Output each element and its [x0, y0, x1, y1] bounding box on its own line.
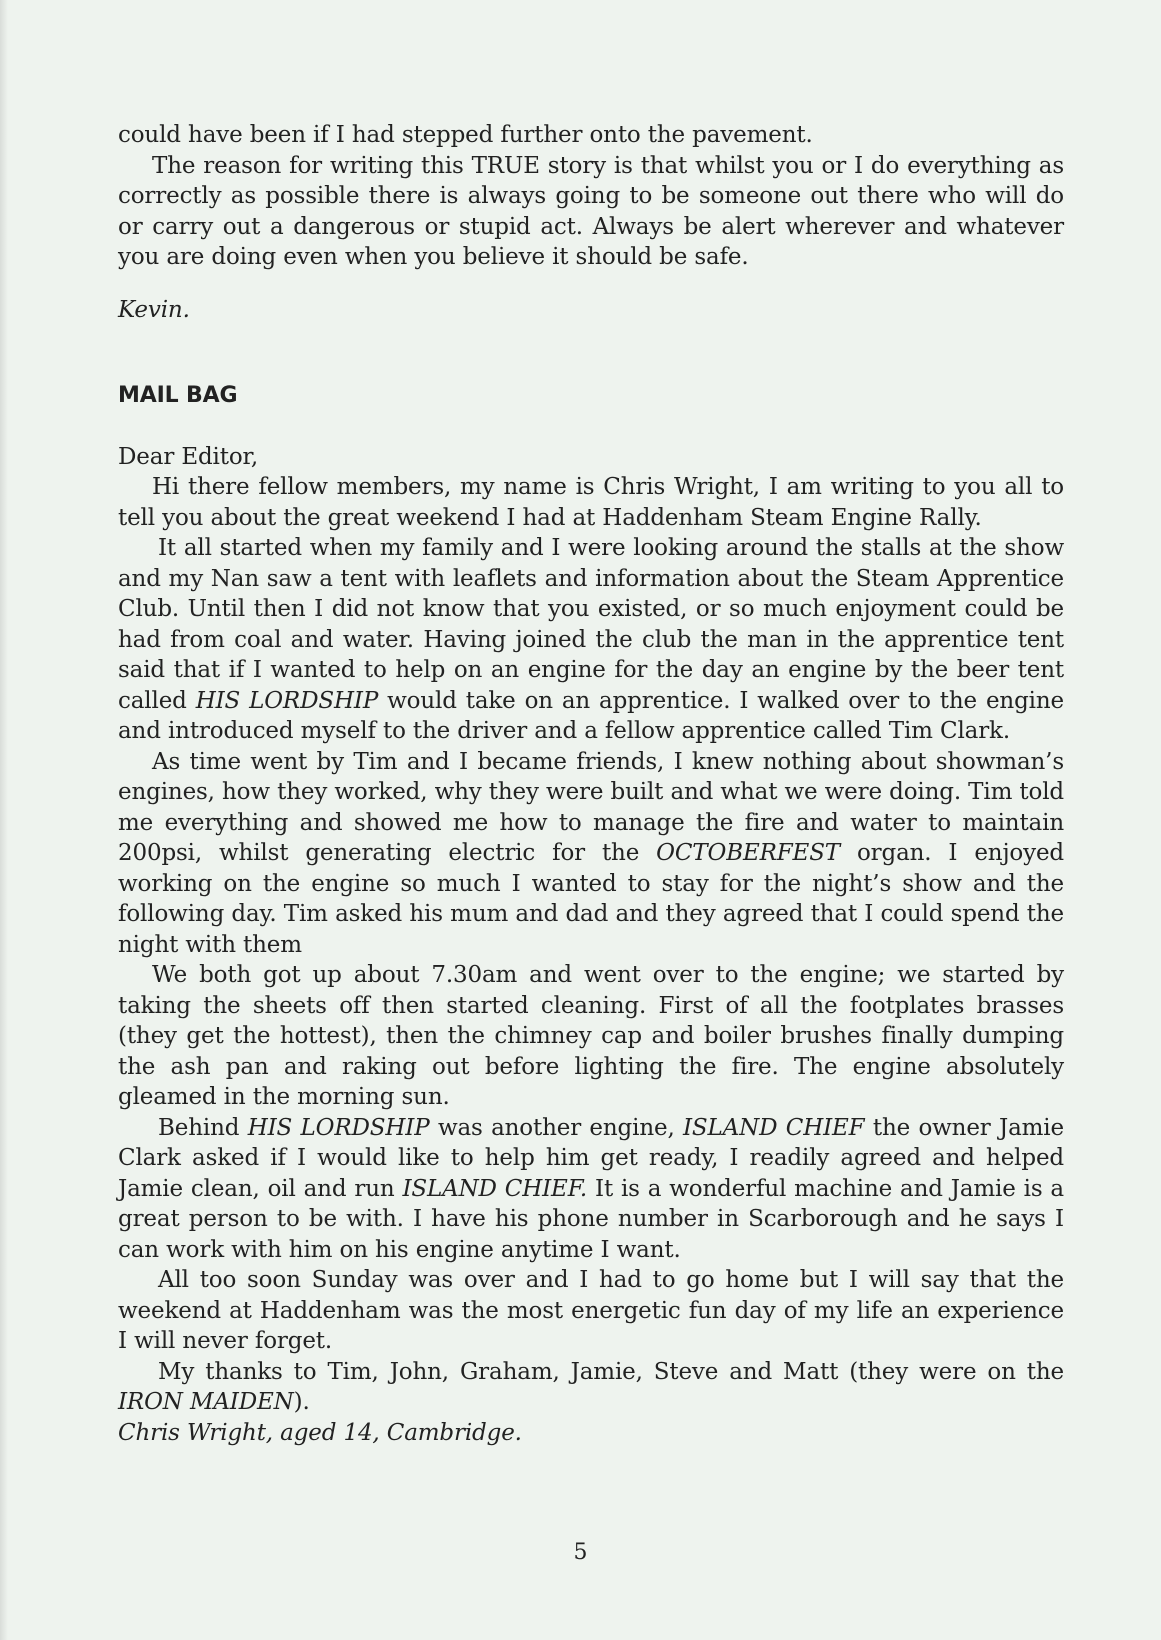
engine-name: ISLAND CHIEF: [682, 1114, 865, 1141]
text-span: It all started when my family and I were looking around the stalls at the show and my Nan saw a tent with leaflets and information about the Steam Apprentice Club. Until then I did not know that you existed, or so much enjoyment could be had from coal and water. Having joined the club the man in the apprentice tent said that if I wanted to help on an engine for the day an engine by the beer tent called: [118, 535, 1064, 714]
letter-paragraph: [118, 533, 1064, 747]
letter-paragraph: We both got up about 7.30am and went over to the engine; we started by taking the sheets off then started cleaning. First of all the footplates brasses (they get the hottest), then the chimney cap and boiler brushes finally dumping the ash pan and raking out before lighting the fire. The engine absolutely gleamed in the morning sun.: [118, 962, 1064, 1110]
text-span: was another engine,: [429, 1114, 683, 1141]
letter-paragraph: [118, 1113, 1064, 1266]
engine-name: HIS LORDSHIP: [247, 1114, 430, 1141]
letter-paragraph: [118, 747, 1064, 961]
text-span: the owner Jamie Clark asked if I would like to help him get ready, I readily agreed and helped Jamie clean, oil and run: [118, 1114, 1064, 1202]
letter-salutation: Dear Editor,: [118, 443, 259, 470]
letter-paragraph: Hi there fellow members, my name is Chris Wright, I am writing to you all to tell you about the great weekend I had at Haddenham Steam Engine Rally.: [118, 474, 1064, 531]
text-span: It is a wonderful machine and Jamie is a great person to be with. I have his phone number in Scarborough and he says I can work with him on his engine anytime I want.: [118, 1175, 1064, 1263]
engine-name: ISLAND CHIEF.: [402, 1175, 588, 1202]
text-span: organ. I enjoyed working on the engine so much I wanted to stay for the night’s show and the following day. Tim asked his mum and dad and they agreed that I could spend the night with them: [118, 840, 1065, 958]
text-span: would take on an apprentice. I walked over to the engine and introduced myself to the driver and a fellow apprentice called Tim Clark.: [118, 687, 1064, 744]
text-column: [118, 120, 1064, 1448]
binding-shadow: [0, 0, 8, 1640]
article-continuation: could have been if I had stepped further onto the pavement.: [118, 122, 813, 148]
text-span: As time went by Tim and I became friends, I knew nothing about showman’s engines, how they worked, why they were built and what we were doing. Tim told me everything and showed me how to manage the fire and water to maintain 200psi, whilst generating electric for the: [118, 748, 1064, 866]
article-signature: Kevin.: [118, 296, 190, 323]
text-span: ).: [293, 1389, 310, 1415]
page-number: 5: [573, 1540, 588, 1565]
text-span: My thanks to Tim, John, Graham, Jamie, Steve and Matt (they were on the: [158, 1358, 1064, 1385]
article-paragraph: The reason for writing this TRUE story is that whilst you or I do everything as correctly as possible there is always going to be someone out there who will do or carry out a dangerous or stupid act. Always be alert wherever and whatever you are doing even when you believe it should be safe.: [118, 152, 1064, 270]
text-span: Behind: [158, 1114, 248, 1141]
organ-name: OCTOBERFEST: [656, 840, 840, 866]
engine-name: IRON MAIDEN: [118, 1389, 294, 1415]
engine-name: HIS LORDSHIP: [195, 687, 379, 714]
letter-signature: Chris Wright, aged 14, Cambridge.: [118, 1419, 522, 1446]
letter-paragraph: All too soon Sunday was over and I had to go home but I will say that the weekend at Haddenham was the most energetic fun day of my life an experience I will never forget.: [118, 1267, 1064, 1354]
section-heading: MAIL BAG: [118, 383, 238, 408]
letter-paragraph: [118, 1357, 1064, 1418]
